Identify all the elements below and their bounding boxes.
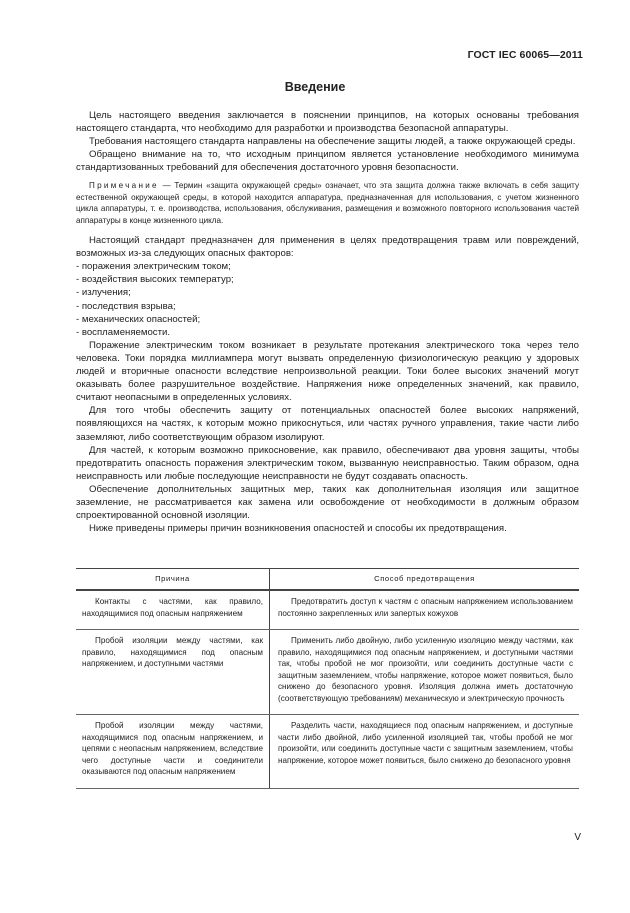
prevention-cell: Разделить части, находящиеся под опасным напряжением, и доступные части либо двойной, либо усиленной изоляцией так, чтобы пробой не мог произойти, или соединить доступные части с защитным заземлением, чтобы напряжение, которое может появиться, было снижено до безопасного уровня [270,715,580,789]
note [76,180,579,226]
list-item: - поражения электрическим током; [76,261,231,273]
paragraph: Для частей, к которым возможно прикосновение, как правило, обеспечивают два уровня защиты, чтобы предотвратить опасность поражения электрическим током, вызванную неисправностью. Таким образом, одна неисправность или любые последующие неисправности не будут создавать опасность. [76,444,579,482]
column-header-prevention: Способ предотвращения [270,569,580,591]
paragraph: Обращено внимание на то, что исходным принципом является установление необходимого минимума стандартизованных требований для обеспечения достаточного уровня безопасности. [76,149,579,174]
hazards-table [76,568,579,789]
section-title: Введение [284,80,346,94]
paragraph: Поражение электрическим током возникает в результате протекания электрического тока через тело человека. Токи порядка миллиампера могут вызвать определенную физиологическую реакцию у здоровых людей и вторичные опасности вследствие непроизвольной реакции. Токи более высоких значений могут оказывать более разрушительное воздействие. Напряжения ниже определенных значений, как правило, считают неопасными в определенных условиях. [76,339,579,404]
cause-cell: Пробой изоляции между частями, как правило, находящимися под опасным напряжением, и доступными частями [76,630,270,715]
list-item: - воздействия высоких температур; [76,274,234,286]
note-label: Примечание [89,181,159,191]
note-text: — Термин «защита окружающей среды» означает, что эта защита должна также включать в себя защиту естественной окружающей среды, в которой находится аппаратура, предназначенная для использования, с учетом жизненного цикла аппаратуры, т. е. производства, использования, обслуживания, размещения и возможного повторного использования частей аппаратуры в конце жизненного цикла. [76,181,580,225]
paragraph: Настоящий стандарт предназначен для применения в целях предотвращения травм или повреждений, возможных из-за следующих опасных факторов: [76,235,579,260]
paragraph: Цель настоящего введения заключается в пояснении принципов, на которых основаны требования настоящего стандарта, что необходимо для разработки и производства безопасной аппаратуры. [76,110,579,135]
paragraph: Обеспечение дополнительных защитных мер, таких как дополнительная изоляция или защитное заземление, не рассматривается как замена или освобождение от необходимости в должным образом спроектированной основной изоляции. [76,483,579,522]
body-text [76,109,579,535]
table-row [76,715,579,789]
prevention-cell: Применить либо двойную, либо усиленную изоляцию между частями, как правило, находящимися под опасным напряжением, и доступными частями так, чтобы пробой не мог произойти, или соединить доступные части с защитным заземлением, чтобы напряжение, которое может появиться, было снижено до безопасного уровня. Изоляция должна иметь достаточную (соответствующую требованиям) механическую и электрическую прочность [270,630,580,715]
prevention-cell: Предотвратить доступ к частям с опасным напряжением использованием постоянно закрепленных или запертых кожухов [270,590,580,630]
table-row [76,630,579,715]
cause-cell: Пробой изоляции между частями, находящимися под опасным напряжением, и цепями с неопасным напряжением, вследствие чего доступные части и соединители оказываются под опасным напряжением [76,715,270,789]
column-header-cause: Причина [76,569,270,591]
table-header-row [76,569,579,591]
page-number: V [574,832,581,843]
paragraph: Ниже приведены примеры причин возникновения опасностей и способы их предотвращения. [89,523,507,535]
list-item: - последствия взрыва; [76,300,176,312]
document-code: ГОСТ IEC 60065—2011 [467,49,583,61]
paragraph: Для того чтобы обеспечить защиту от потенциальных опасностей более высоких напряжений, появляющихся на частях, к которым можно прикоснуться, или частях ручного управления, такие части либо заземляют, либо соответствующим образом изолируют. [76,405,579,443]
cause-cell: Контакты с частями, как правило, находящимися под опасным напряжением [76,590,270,630]
list-item: - излучения; [76,287,131,299]
list-item: - воспламеняемости. [76,326,171,338]
table-row [76,590,579,630]
paragraph: Требования настоящего стандарта направлены на обеспечение защиты людей, а также окружающей среды. [89,136,576,148]
list-item: - механических опасностей; [76,313,201,325]
